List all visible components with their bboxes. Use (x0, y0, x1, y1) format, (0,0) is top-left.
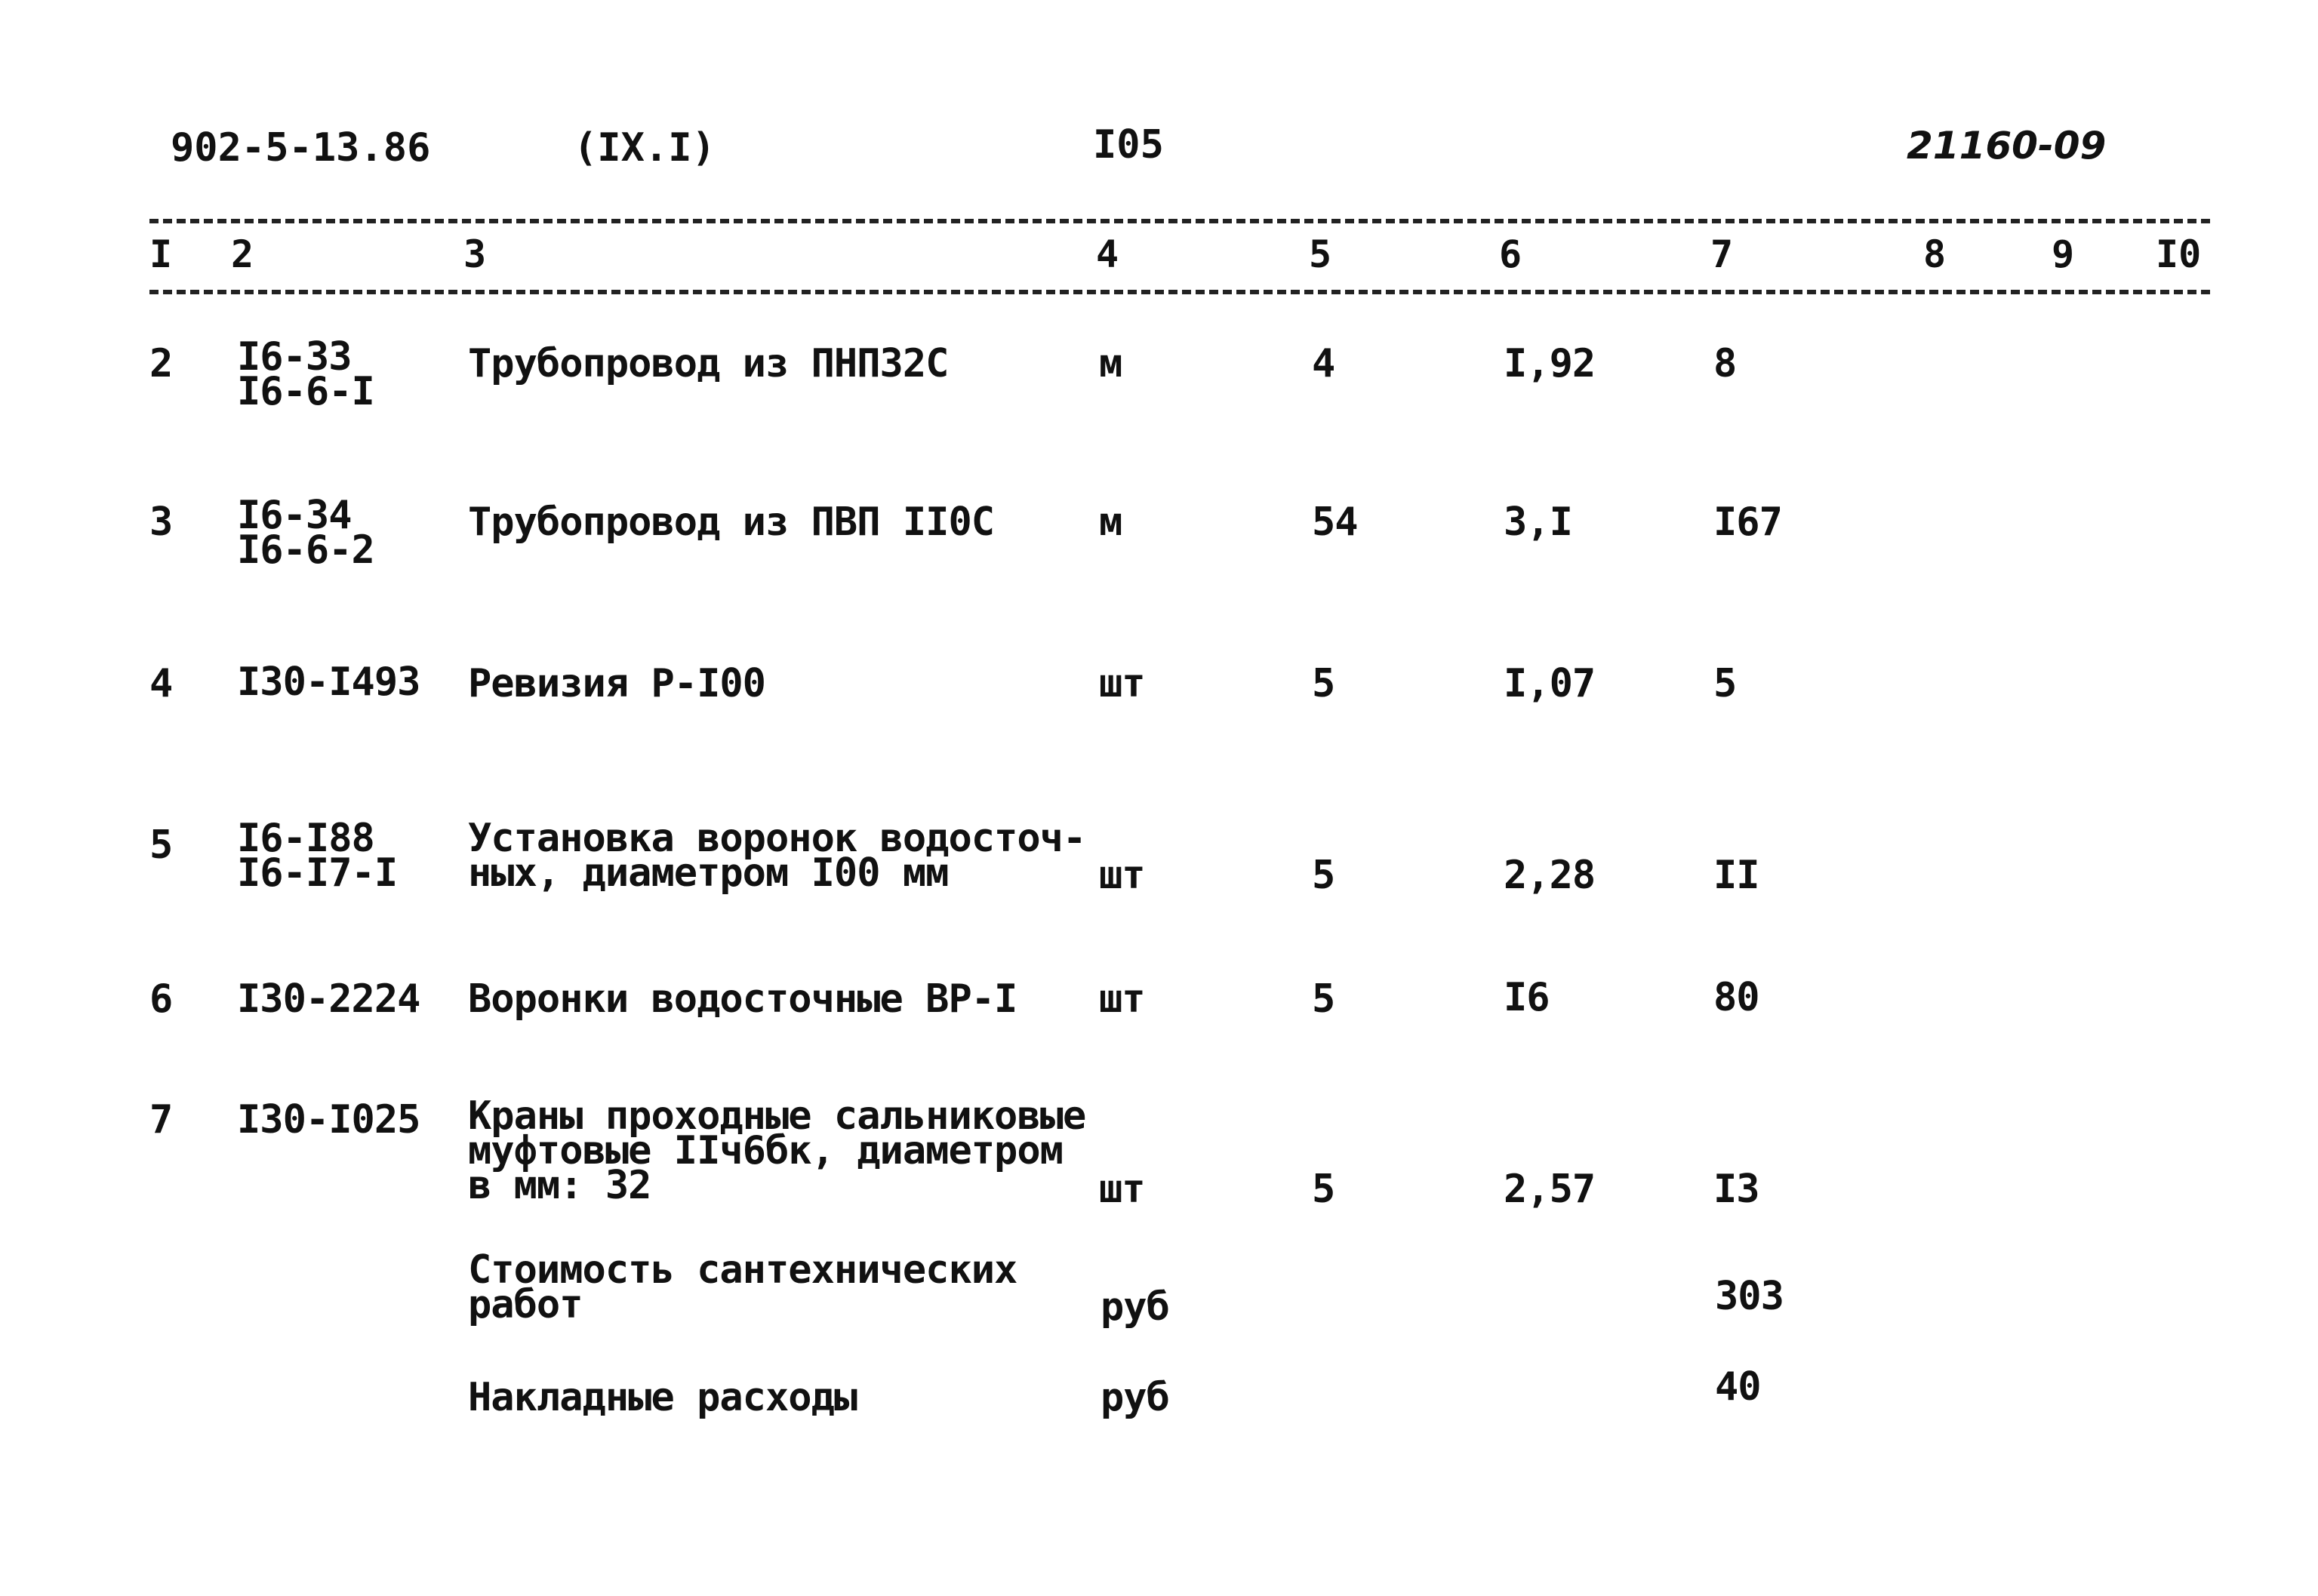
item-name: Трубопровод из ПВП II0С (468, 500, 995, 545)
column-number: 2 (231, 232, 254, 276)
unit-price: I,07 (1504, 661, 1596, 706)
item-name: Трубопровод из ПНП32С (468, 341, 949, 386)
inventory-stamp: 21160-09 (1907, 124, 2107, 168)
total-cost: I3 (1713, 1167, 1759, 1212)
summary-unit: руб (1101, 1375, 1169, 1420)
column-number: 9 (2052, 232, 2075, 276)
unit: шт (1099, 661, 1145, 706)
column-number: 4 (1096, 232, 1119, 276)
unit-price: 2,57 (1504, 1167, 1596, 1212)
document-code: 902-5-13.86 (171, 125, 431, 171)
row-number: 2 (149, 341, 173, 386)
rate-code: I30-I025 (237, 1097, 420, 1142)
unit-price: 3,I (1504, 500, 1572, 545)
unit: шт (1099, 1167, 1145, 1212)
rate-code: I30-I493 (237, 660, 420, 705)
row-number: 3 (149, 500, 173, 545)
quantity: 5 (1312, 661, 1335, 706)
column-number: 5 (1309, 232, 1332, 276)
page-number: I05 (1093, 122, 1164, 168)
unit: шт (1099, 976, 1145, 1022)
summary-label: Стоимость сантехнических работ (468, 1247, 1017, 1327)
rate-code: I6-34 I6-6-2 (237, 493, 374, 573)
quantity: 4 (1312, 341, 1335, 386)
row-number: 7 (149, 1097, 173, 1142)
unit: шт (1099, 853, 1145, 898)
rate-code: I6-33 I6-6-I (237, 334, 374, 414)
rate-code: I30-2224 (237, 976, 420, 1022)
quantity: 54 (1312, 500, 1358, 545)
total-cost: II (1713, 853, 1759, 898)
column-number: 7 (1710, 232, 1734, 276)
header-top-rule (149, 219, 2210, 223)
summary-total: 40 (1715, 1364, 1761, 1410)
section-number: (IX.I) (574, 125, 716, 171)
summary-label: Накладные расходы (468, 1375, 857, 1420)
row-number: 5 (149, 823, 173, 868)
rate-code: I6-I88 I6-I7-I (237, 816, 398, 896)
item-name: Краны проходные сальниковые муфтовые IIч6бк, диаметром в мм: 32 (468, 1093, 1086, 1208)
column-number: 3 (463, 232, 487, 276)
total-cost: I67 (1713, 500, 1782, 545)
row-number: 6 (149, 976, 173, 1022)
quantity: 5 (1312, 1167, 1335, 1212)
unit-price: I,92 (1504, 341, 1596, 386)
unit: м (1099, 341, 1122, 386)
item-name: Установка воронок водосточ- ных, диаметром I00 мм (468, 816, 1086, 896)
column-number: 8 (1923, 232, 1947, 276)
column-number: I (149, 232, 173, 276)
unit-price: I6 (1504, 975, 1550, 1020)
unit-price: 2,28 (1504, 853, 1596, 898)
total-cost: 5 (1713, 661, 1737, 706)
summary-unit: руб (1101, 1284, 1169, 1330)
unit: м (1099, 500, 1122, 545)
item-name: Ревизия Р-I00 (468, 661, 765, 706)
column-number: 6 (1499, 232, 1522, 276)
column-number: I0 (2156, 232, 2202, 276)
quantity: 5 (1312, 853, 1335, 898)
summary-total: 303 (1715, 1274, 1784, 1319)
total-cost: 80 (1713, 975, 1759, 1020)
item-name: Воронки водосточные ВР-I (468, 976, 1017, 1022)
total-cost: 8 (1713, 341, 1737, 386)
row-number: 4 (149, 661, 173, 706)
header-bottom-rule (149, 290, 2210, 294)
quantity: 5 (1312, 976, 1335, 1022)
